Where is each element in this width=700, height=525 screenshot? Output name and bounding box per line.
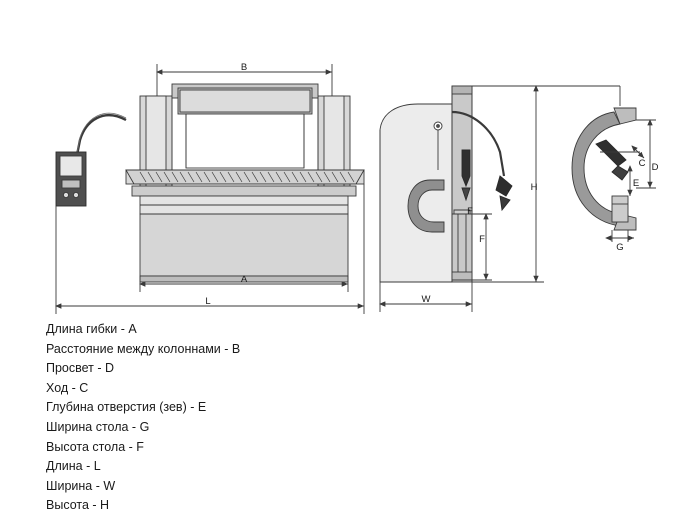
list-item: Длина гибки - A	[46, 322, 137, 336]
list-item: Длина - L	[46, 459, 101, 474]
list-item: Высота - H	[46, 498, 110, 513]
dim-label-h: H	[530, 182, 538, 193]
dimension-g	[606, 230, 634, 242]
list-item: Просвет - D	[46, 361, 115, 376]
front-view	[56, 64, 364, 314]
list-item: Ширина - W	[46, 478, 116, 493]
dim-label-f: F	[479, 234, 485, 245]
dim-label-a: A	[240, 274, 248, 285]
dim-label-f2: F	[467, 206, 473, 217]
side-view	[380, 86, 544, 312]
dim-label-l: L	[205, 296, 211, 307]
dim-label-d: D	[651, 162, 659, 173]
list-item: Ширина стола - G	[46, 419, 150, 434]
list-item: Расстояние между колоннами - B	[46, 341, 241, 356]
dim-label-e: E	[632, 178, 640, 189]
list-item: Глубина отверстия (зев) - E	[46, 400, 207, 415]
list-item: Высота стола - F	[46, 439, 144, 454]
list-item: Ход - C	[46, 380, 89, 395]
legend-list	[46, 320, 466, 516]
dim-label-g: G	[616, 242, 624, 253]
dim-label-b: B	[240, 62, 248, 73]
dim-label-c: C	[638, 158, 646, 169]
dim-label-w: W	[421, 294, 431, 305]
